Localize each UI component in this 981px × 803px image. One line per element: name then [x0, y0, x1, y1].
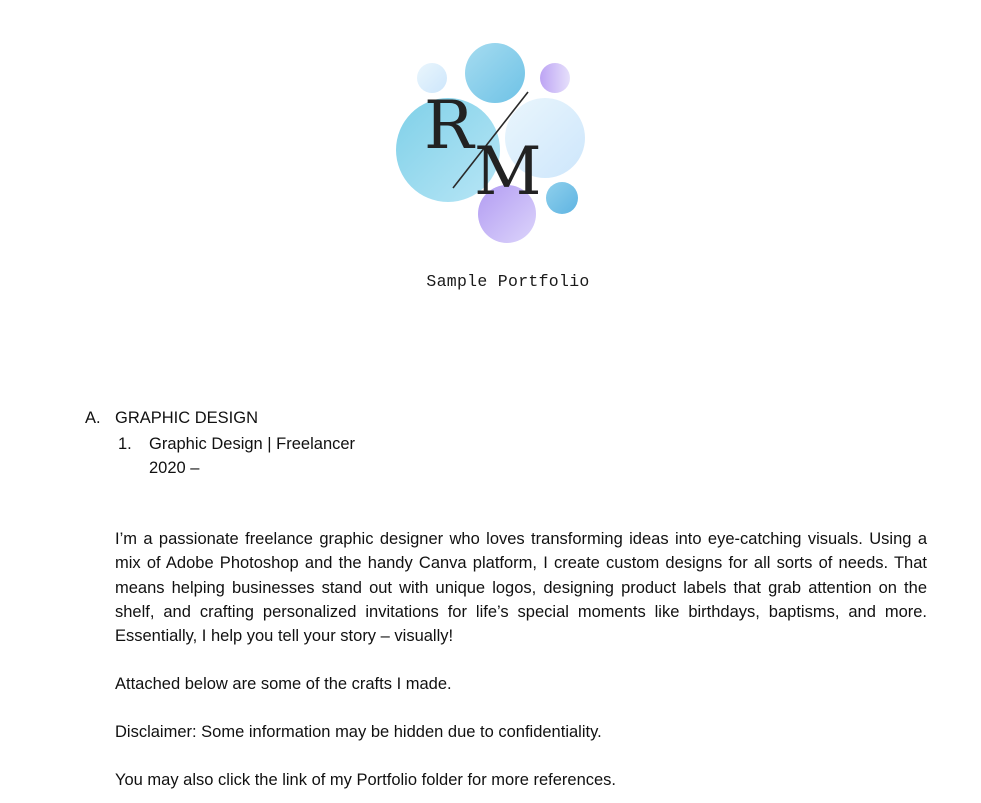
- logo-letter-m: M: [474, 133, 542, 210]
- rm-logo: [390, 38, 590, 248]
- paragraph-portfolio-link: You may also click the link of my Portfolio folder for more references.: [115, 771, 617, 789]
- paragraph-attached: Attached below are some of the crafts I made.: [115, 675, 452, 693]
- section-title: GRAPHIC DESIGN: [115, 409, 259, 427]
- logo-bubble: [546, 182, 578, 214]
- paragraph-disclaimer: Disclaimer: Some information may be hidden due to confidentiality.: [115, 723, 602, 741]
- paragraph-intro: I’m a passionate freelance graphic designer who loves transforming ideas into eye-catching visuals. Using a mix of Adobe Photoshop and the handy Canva platform, I create custom designs for all sorts of needs. That means helping businesses stand out with unique logos, designing product labels that grab attention on the shelf, and crafting personalized invitations for life’s special moments like birthdays, baptisms, and more. Essentially, I help you tell your story – visually!: [115, 530, 927, 646]
- logo-letter-r: R: [424, 87, 474, 164]
- list-item: [118, 432, 355, 480]
- list-item-title: Graphic Design | Freelancer: [149, 435, 356, 453]
- rm-monogram-logo-graphic: [390, 38, 590, 248]
- logo-bubble: [540, 63, 570, 93]
- section-heading: [85, 408, 258, 428]
- list-item-marker: 1.: [118, 435, 132, 453]
- list-item-period: 2020 –: [149, 459, 200, 477]
- logo-bubble: [465, 43, 525, 103]
- document-subtitle: Sample Portfolio: [426, 272, 590, 291]
- section-marker: A.: [85, 409, 101, 427]
